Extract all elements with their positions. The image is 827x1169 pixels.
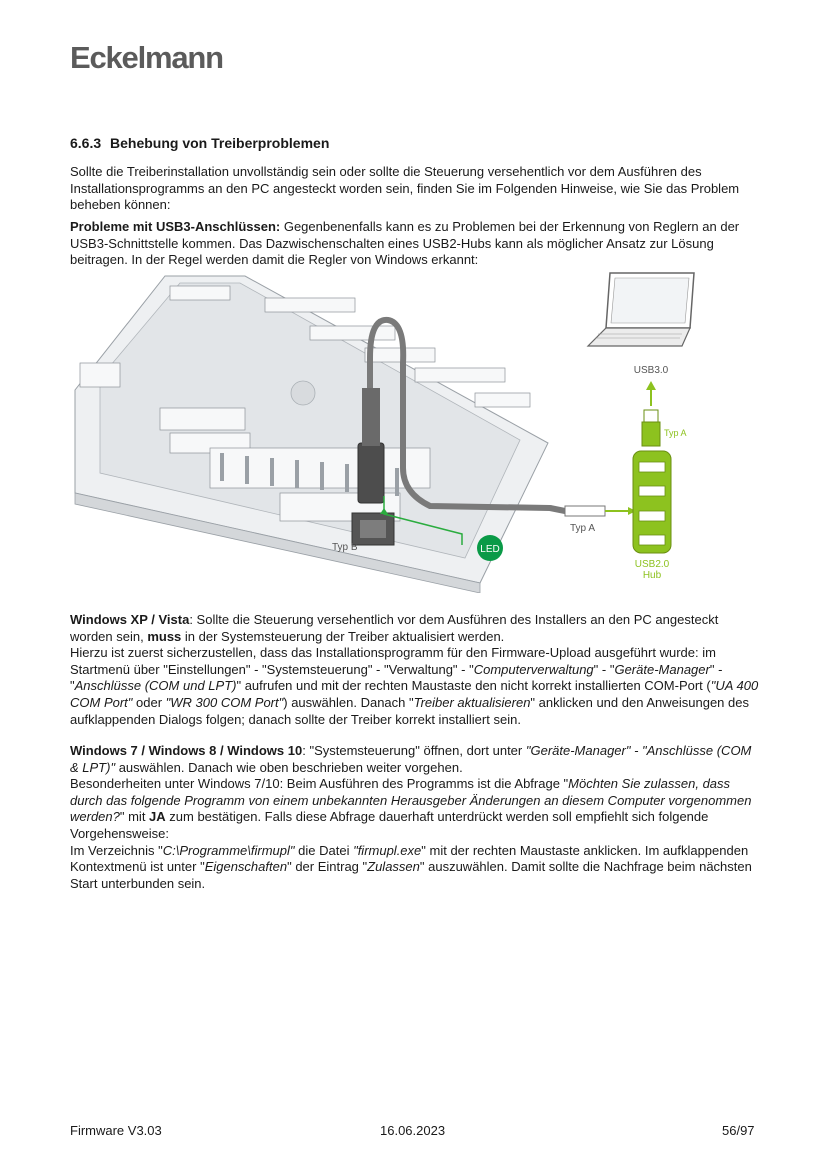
win7-text: Besonderheiten unter Windows 7/10: Beim Ausführen des Programms ist die Abfrage " [70, 776, 569, 792]
typ-a-cable-label: Typ A [570, 523, 596, 534]
hub-port [639, 535, 665, 545]
led-label: LED [480, 544, 500, 555]
controller-device [75, 276, 548, 593]
win7-italic: Zulassen [367, 859, 420, 875]
section-heading [70, 135, 329, 151]
xp-text: ) auswählen. Danach " [283, 694, 414, 710]
hub-usb-plug [642, 422, 660, 446]
xp-text: Hierzu ist zuerst sicherzustellen, dass das Installationsprogramm für den Firmware-Upload ausgeführt wurde: im Startmenü über "Einstellungen" - "Systemsteuerung" - "Verwaltung" - " [70, 645, 716, 677]
win7-ja: JA [149, 809, 166, 825]
xp-lead: Windows XP / Vista [70, 612, 190, 627]
win7-text: " auszuwählen. Damit sollte die Nachfrage beim nächsten Start unterbunden sein. [70, 859, 752, 891]
win7-text: : "Systemsteuerung" öffnen, dort unter [302, 743, 526, 758]
usb-hub-connection-diagram [70, 268, 760, 593]
xp-italic: Anschlüsse (COM und LPT) [74, 678, 237, 694]
xp-text: in der Systemsteuerung der Treiber aktualisiert werden. [181, 628, 505, 644]
win7-text: " der Eintrag " [287, 859, 368, 875]
xp-text: " aufrufen und mit der rechten Maustaste den nicht korrekt installierten COM-Port ( [236, 678, 711, 694]
hub-label-line1: USB2.0 [634, 559, 670, 570]
typ-a-top-label: Typ A [664, 428, 687, 438]
usb3-label: USB3.0 [633, 365, 669, 376]
xp-text: oder [132, 694, 166, 710]
win7-italic: Möchten Sie zulassen, dass durch das folgende Programm von einem unbekannten Herausgeber Änderungen an diesem Computer vorgenommen werden? [70, 776, 752, 825]
arrow-up-icon [646, 381, 656, 390]
xp-italic: Computerverwaltung [473, 661, 594, 677]
xp-must: muss [147, 628, 182, 644]
footer-date: 16.06.2023 [380, 1123, 446, 1138]
footer-firmware: Firmware V3.03 [70, 1123, 162, 1138]
xp-text: : Sollte die Steuerung versehentlich vor dem Ausführen des Installers an den PC angesteckt worden sein, [70, 612, 719, 644]
footer-page-number: 56/97 [722, 1123, 755, 1138]
usb3-paragraph [70, 219, 762, 269]
win7-text: " mit [119, 809, 150, 825]
win7-text: Im Verzeichnis " [70, 842, 163, 858]
laptop-icon [588, 273, 694, 346]
xp-text: " anklicken und den Anweisungen des aufklappenden Dialogs folgen; danach sollte der Treiber korrekt installiert sein. [70, 694, 749, 727]
usb3-text: Gegenbenenfalls kann es zu Problemen bei der Erkennung von Reglern an der USB3-Schnittstelle kommen. Das Dazwischenschalten eines USB2-Hubs kann als möglicher Ansatz zur Lösung beitragen. In der Regel werden damit die Regler von Windows erkannt: [70, 219, 740, 268]
windows-7-paragraph [70, 743, 762, 892]
xp-italic: "WR 300 COM Port" [165, 694, 284, 710]
intro-text: Sollte die Treiberinstallation unvollständig sein oder sollte die Steuerung versehentlich vor dem Ausführen des Installationsprogramms an den PC angesteckt worden sein, finden Sie im Folgenden Hinweise, wie Sie das Problem beheben können: [70, 164, 740, 213]
hub-port [639, 511, 665, 521]
usb-type-a-plug [565, 506, 605, 516]
win7-text: " mit der rechten Maustaste anklicken. Im aufklappenden Kontextmenü ist unter " [70, 842, 749, 875]
eckelmann-logo: Eckelmann [70, 40, 223, 75]
usb3-lead: Probleme mit USB3-Anschlüssen: [70, 219, 281, 234]
win7-text: zum bestätigen. Falls diese Abfrage dauerhaft unterdrückt werden soll empfiehlt sich folgende Vorgehensweise: [70, 809, 709, 841]
usb-type-b-plug [358, 443, 384, 503]
win7-italic: "firmupl.exe [353, 842, 422, 858]
win7-italic: "Geräte-Manager" - "Anschlüsse (COM & LPT)" [70, 743, 752, 775]
xp-italic: Geräte-Manager [614, 661, 710, 677]
section-title: Behebung von Treiberproblemen [110, 135, 330, 151]
hub-port [639, 486, 665, 496]
intro-paragraph [70, 164, 762, 214]
win7-italic: C:\Programme\firmupl" [162, 842, 295, 858]
win7-lead: Windows 7 / Windows 8 / Windows 10 [70, 743, 303, 758]
win7-text: auswählen. Danach wie oben beschrieben weiter vorgehen. [115, 759, 463, 775]
section-number: 6.6.3 [70, 135, 102, 151]
typ-b-label: Typ B [332, 542, 358, 553]
xp-text: " - " [70, 661, 723, 694]
xp-text: " - " [593, 661, 615, 677]
windows-xp-paragraph [70, 612, 762, 728]
hub-label-line2: Hub [642, 570, 662, 581]
hub-port [639, 462, 665, 472]
win7-text: die Datei [294, 842, 354, 858]
xp-italic: Treiber aktualisieren [413, 694, 531, 710]
xp-italic: "UA 400 COM Port" [70, 678, 759, 710]
win7-italic: Eigenschaften [204, 859, 288, 875]
